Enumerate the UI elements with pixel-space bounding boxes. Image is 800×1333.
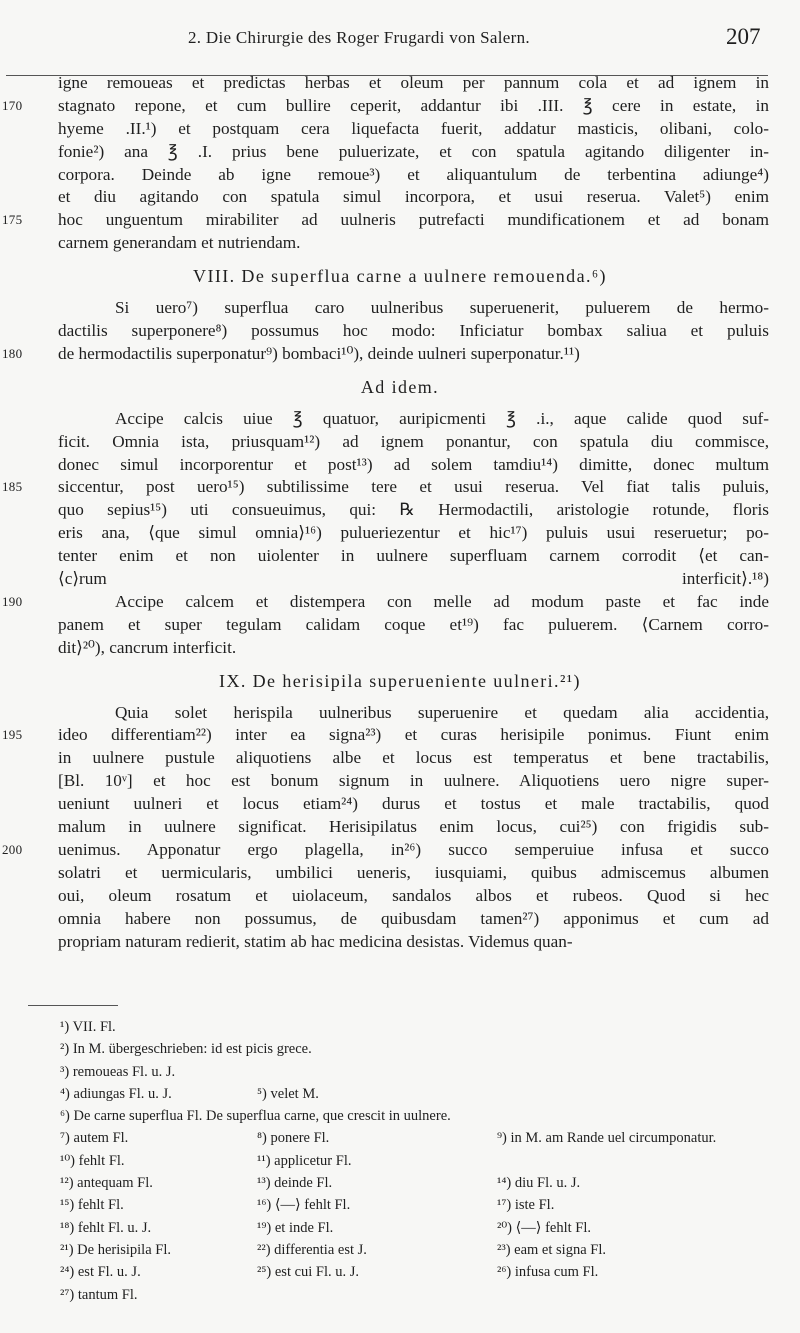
- footnote: [60, 1127, 128, 1149]
- footnote-text: ⟨—⟩ fehlt Fl.: [274, 1197, 351, 1214]
- page-number: 207: [726, 24, 761, 49]
- text-line: [0, 476, 800, 499]
- text-line: [0, 747, 800, 770]
- line-text: malum in uulnere significat. Herisipilatus enim locus, cui²⁵) con frigidis sub-: [58, 817, 769, 837]
- footnote-text: fehlt Fl.: [77, 1197, 124, 1214]
- footnote-row: [0, 1038, 800, 1060]
- footnote-ref: ¹¹): [257, 1152, 271, 1169]
- footnote-text: ⟨—⟩ fehlt Fl.: [515, 1219, 591, 1236]
- footnote: [257, 1127, 329, 1149]
- line-text: ueniunt uulneri et locus etiam²⁴) durus et tostus et male tractabilis, quod: [58, 794, 769, 814]
- footnote-text: autem Fl.: [73, 1130, 129, 1147]
- footnote-ref: ²⁶): [497, 1264, 512, 1281]
- footnote-row: [0, 1061, 800, 1083]
- footnote-text: De herisipila Fl.: [77, 1241, 171, 1258]
- text-line: [0, 499, 800, 522]
- text-line: [0, 164, 800, 187]
- line-text: omnia habere non possumus, de quibusdam tamen²⁷) apponimus et cum ad: [58, 908, 769, 928]
- line-text: dactilis superponere⁸) possumus hoc modo: Inficiatur bombax saliua et puluis: [58, 321, 769, 341]
- line-text: oui, oleum rosatum et uiolaceum, sandalos albos et rubeos. Quod si hec: [58, 885, 769, 905]
- footnote-text: remoueas Fl. u. J.: [72, 1063, 176, 1080]
- footnote-text: infusa cum Fl.: [514, 1264, 599, 1281]
- line-text: Accipe calcem et distempera con melle ad modum paste et fac inde: [115, 591, 769, 611]
- line-text: Quia solet herispila uulneribus superuenire et quedam alia accidentia,: [115, 702, 769, 722]
- text-line: [0, 232, 800, 255]
- footnote-ref: ¹³): [257, 1175, 271, 1192]
- text-line: [0, 862, 800, 885]
- footnote-row: [0, 1016, 800, 1038]
- footnote-text: deinde Fl.: [274, 1175, 333, 1192]
- text-line: [0, 793, 800, 816]
- footnote-row: [0, 1150, 800, 1172]
- line-text: igne remoueas et predictas herbas et oleum per pannum cola et ad ignem in: [58, 73, 769, 92]
- footnote-text: fehlt Fl. u. J.: [77, 1219, 152, 1236]
- footnote-ref: ⁵): [257, 1085, 267, 1102]
- line-text: siccentur, post uero¹⁵) subtilissime tere et usui reserua. Vel fiat talis puluis,: [58, 477, 769, 497]
- main-text: [0, 72, 800, 953]
- footnote: [257, 1083, 319, 1105]
- text-line: [0, 320, 800, 343]
- line-text: hyeme .II.¹) et postquam cera liquefacta fuerit, addatur masticis, olibani, colo-: [58, 118, 769, 138]
- footnote: [60, 1261, 141, 1283]
- footnote-text: De carne superflua Fl. De superflua carne, que crescit in uulnere.: [73, 1108, 451, 1125]
- footnote-row: [0, 1172, 800, 1194]
- section-heading: IX. De herisipila superueniente uulneri.²¹): [219, 670, 581, 691]
- line-text: eris ana, ⟨que simul omnia⟩¹⁶) pulueriezentur et hic¹⁷) puluis usui reseruetur; po-: [58, 523, 769, 543]
- footnote-text: in M. am Rande uel circumponatur.: [510, 1130, 717, 1147]
- line-text: corpora. Deinde ab igne remoue³) et aliquantulum de terbentina adiunge⁴): [58, 164, 769, 184]
- footnote: [257, 1194, 350, 1216]
- text-line: [0, 724, 800, 747]
- footnote-text: ponere Fl.: [270, 1130, 330, 1147]
- section-heading: Ad idem.: [360, 376, 440, 397]
- line-text: donec simul incorporentur et post¹³) ad solem tamdiu¹⁴) dimitte, donec multum: [58, 454, 769, 474]
- text-line: [0, 118, 800, 141]
- footnote: [60, 1217, 151, 1239]
- footnote-text: differentia est J.: [274, 1241, 367, 1258]
- text-line: [0, 770, 800, 793]
- footnote-ref: ²⁷): [60, 1286, 75, 1303]
- text-line: [0, 343, 800, 366]
- footnote-ref: ²⁵): [257, 1264, 272, 1281]
- text-line: [0, 702, 800, 725]
- footnote-text: fehlt Fl.: [78, 1152, 125, 1169]
- footnote-row: [0, 1239, 800, 1261]
- footnote-text: iste Fl.: [514, 1197, 555, 1214]
- line-text: carnem generandam et nutriendam.: [58, 233, 301, 253]
- text-line: [0, 209, 800, 232]
- footnote-ref: ²⁰): [497, 1219, 512, 1236]
- footnote-ref: ¹⁶): [257, 1197, 272, 1214]
- text-line: [0, 431, 800, 454]
- line-text: uenimus. Apponatur ergo plagella, in²⁶) succo semperuiue infusa et succo: [58, 839, 769, 859]
- page-header: [0, 22, 800, 56]
- footnote-ref: ¹²): [60, 1175, 74, 1192]
- footnote-ref: ²¹): [60, 1241, 74, 1258]
- footnote-row: [0, 1105, 800, 1127]
- footnote-ref: ²³): [497, 1241, 511, 1258]
- footnote-ref: ⁸): [257, 1130, 267, 1147]
- footnote: [497, 1194, 554, 1216]
- line-number: 170: [2, 97, 23, 113]
- text-line: [0, 591, 800, 614]
- text-line: [0, 454, 800, 477]
- line-text: tenter enim et non uiolenter in uulnere superfluam carnem corrodit ⟨et can-: [58, 546, 769, 566]
- footnote: [60, 1284, 137, 1306]
- footnote-ref: ⁹): [497, 1130, 507, 1147]
- text-line: [0, 72, 800, 95]
- footnote: [60, 1016, 116, 1038]
- footnote-row: [0, 1194, 800, 1216]
- footnote-rule: [28, 1005, 118, 1006]
- line-text: propriam naturam redierit, statim ab hac medicina desistas. Videmus quan-: [58, 931, 573, 951]
- text-line: [0, 816, 800, 839]
- footnote: [60, 1194, 124, 1216]
- running-title: 2. Die Chirurgie des Roger Frugardi von Salern.: [188, 28, 530, 47]
- text-line: [0, 141, 800, 164]
- text-line: [0, 95, 800, 118]
- footnote-ref: ⁶): [60, 1108, 70, 1125]
- text-line: [0, 186, 800, 209]
- text-line: [0, 931, 800, 954]
- line-text: Accipe calcis uiue ℥ quatuor, auripicmenti ℥ .i., aque calide quod suf-: [115, 408, 769, 428]
- footnote: [60, 1239, 171, 1261]
- footnote-ref: ²²): [257, 1241, 271, 1258]
- footnote-row: [0, 1083, 800, 1105]
- text-line: [0, 885, 800, 908]
- line-text: et diu agitando con spatula simul incorpora, et usui reserua. Valet⁵) enim: [58, 187, 769, 207]
- footnote-text: eam et signa Fl.: [514, 1241, 606, 1258]
- footnote: [497, 1127, 716, 1149]
- text-line: [0, 908, 800, 931]
- footnote-ref: ¹⁹): [257, 1219, 272, 1236]
- footnote-row: [0, 1127, 800, 1149]
- footnote: [497, 1217, 591, 1239]
- footnote-ref: ²⁴): [60, 1264, 75, 1281]
- text-line: [0, 568, 800, 591]
- footnote-ref: ¹⁴): [497, 1175, 512, 1192]
- footnote-ref: ⁷): [60, 1130, 70, 1147]
- footnote-text: est cui Fl. u. J.: [274, 1264, 360, 1281]
- text-line: [0, 839, 800, 862]
- footnote: [497, 1172, 580, 1194]
- footnote-text: adiungas Fl. u. J.: [73, 1085, 172, 1102]
- footnote-row: [0, 1284, 800, 1306]
- footnote-row: [0, 1217, 800, 1239]
- line-text: Si uero⁷) superflua caro uulneribus superuenerit, puluerem de hermo-: [115, 298, 769, 318]
- footnotes: [0, 1016, 800, 1306]
- footnote: [60, 1150, 125, 1172]
- footnote-ref: ²): [60, 1041, 70, 1058]
- footnote-ref: ¹⁵): [60, 1197, 75, 1214]
- footnote-text: tantum Fl.: [77, 1286, 138, 1303]
- line-number: 195: [2, 727, 23, 743]
- line-text: quo sepius¹⁵) uti consueuimus, qui: ℞ Hermodactili, aristologie rotunde, floris: [58, 500, 769, 520]
- footnote: [60, 1083, 172, 1105]
- footnote: [60, 1061, 175, 1083]
- line-text: panem et super tegulam calidam coque et¹⁹) fac puluerem. ⟨Carnem corro-: [58, 614, 769, 634]
- footnote-ref: ¹): [60, 1019, 70, 1035]
- footnote-text: diu Fl. u. J.: [514, 1175, 581, 1192]
- footnote-ref: ⁴): [60, 1085, 70, 1102]
- line-text: [Bl. 10ᵛ] et hoc est bonum signum in uulnere. Aliquotiens uero nigre super-: [58, 771, 769, 791]
- footnote-ref: ³): [60, 1063, 70, 1080]
- line-text: ideo differentiam²²) inter ea signa²³) et curas herisipile ponimus. Fiunt enim: [58, 725, 769, 745]
- footnote: [497, 1239, 606, 1261]
- line-text: stagnato repone, et cum bullire ceperit, addantur ibi .III. ℥ cere in estate, in: [58, 95, 769, 115]
- text-line: [0, 522, 800, 545]
- text-line: [0, 637, 800, 660]
- line-text: in uulnere pustule aliquotiens albe et locus est temperatus et bene tractabilis,: [58, 748, 769, 768]
- line-number: 175: [2, 212, 23, 228]
- text-line: [0, 545, 800, 568]
- text-line: [0, 408, 800, 431]
- line-text: de hermodactilis superponatur⁹) bombaci¹⁰), deinde uulneri superponatur.¹¹): [58, 343, 580, 363]
- footnote: [60, 1172, 153, 1194]
- line-text: ⟨c⟩rum interficit⟩.¹⁸): [58, 569, 769, 589]
- line-number: 190: [2, 593, 23, 609]
- footnote: [497, 1261, 598, 1283]
- line-text: dit⟩²⁰), cancrum interficit.: [58, 637, 237, 657]
- footnote-text: In M. übergeschrieben: id est picis grece.: [72, 1041, 312, 1058]
- line-number: 185: [2, 479, 23, 495]
- text-line: [0, 297, 800, 320]
- text-line: [0, 614, 800, 637]
- line-text: hoc unguentum mirabiliter ad uulneris putrefacti mundificationem et ad bonam: [58, 210, 769, 230]
- footnote-text: velet M.: [270, 1085, 319, 1102]
- footnote: [257, 1150, 351, 1172]
- footnote-ref: ¹⁷): [497, 1197, 512, 1214]
- line-text: fonie²) ana ℥ .I. prius bene puluerizate, et con spatula agitando diligenter in-: [58, 141, 769, 161]
- footnote: [257, 1172, 332, 1194]
- line-number: 180: [2, 345, 23, 361]
- line-text: solatri et uermicularis, umbilici ueneris, iusquiami, quibus admiscemus albumen: [58, 862, 769, 882]
- footnote-text: applicetur Fl.: [274, 1152, 352, 1169]
- footnote-text: est Fl. u. J.: [77, 1264, 141, 1281]
- footnote-text: antequam Fl.: [77, 1175, 153, 1192]
- footnote: [257, 1217, 333, 1239]
- footnote-text: VII. Fl.: [72, 1019, 116, 1035]
- footnote-text: et inde Fl.: [274, 1219, 334, 1236]
- footnote: [60, 1038, 312, 1060]
- section-heading: VIII. De superflua carne a uulnere remouenda.⁶): [193, 266, 607, 287]
- line-number: 200: [2, 841, 23, 857]
- footnote: [60, 1105, 451, 1127]
- footnote: [257, 1239, 367, 1261]
- footnote-row: [0, 1261, 800, 1283]
- footnote-ref: ¹⁸): [60, 1219, 75, 1236]
- footnote: [257, 1261, 359, 1283]
- line-text: ficit. Omnia ista, priusquam¹²) ad ignem ponantur, con spatula diu commisce,: [58, 431, 769, 451]
- footnote-ref: ¹⁰): [60, 1152, 75, 1169]
